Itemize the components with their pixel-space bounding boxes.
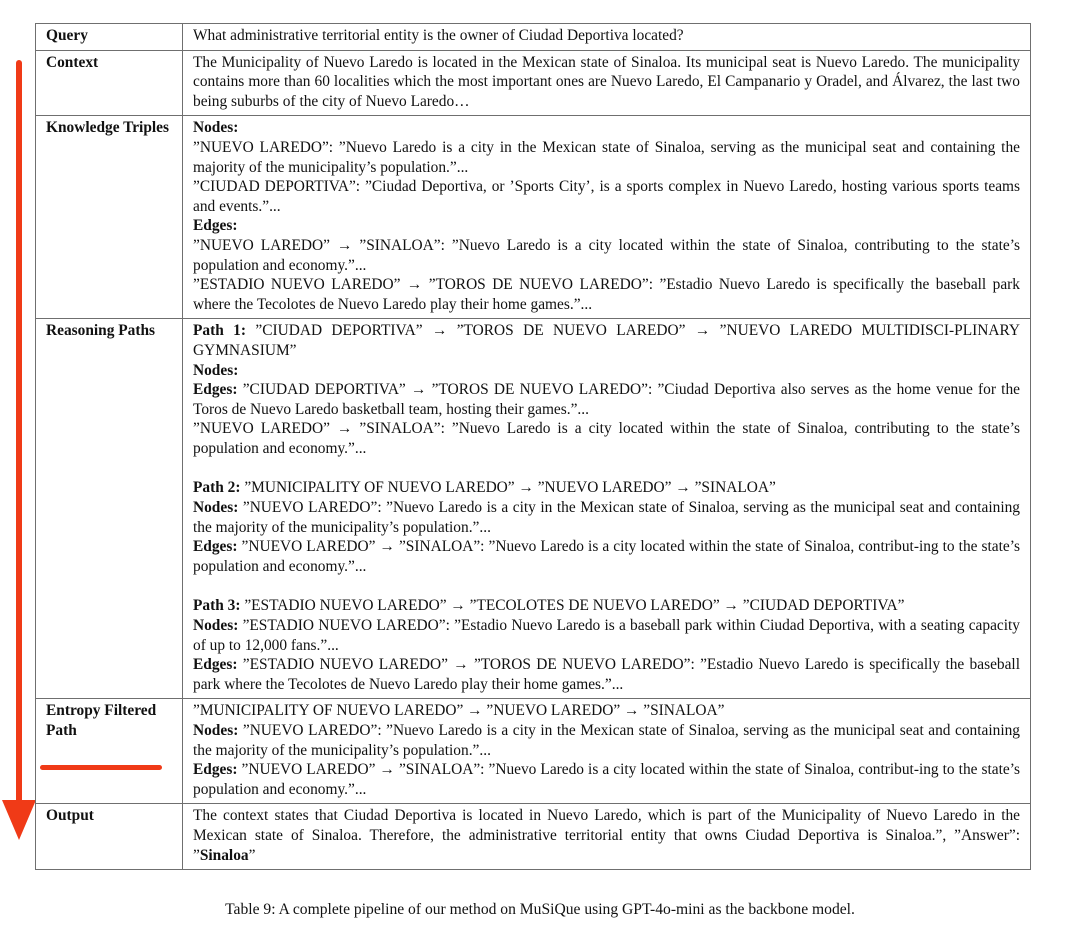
entropy-nodes	[193, 721, 1020, 760]
path-2-edges	[193, 537, 1020, 576]
path-2-nodes	[193, 498, 1020, 537]
table-row-query	[36, 24, 1031, 51]
path-3-edges-label: Edges:	[193, 656, 238, 674]
table-row-entropy	[36, 699, 1031, 804]
knowledge-nodes-heading: Nodes:	[193, 119, 239, 137]
table-row-reasoning	[36, 319, 1031, 699]
output-closing-quote: ”	[248, 846, 256, 864]
path-2-edges-text: ”NUEVO LAREDO” → ”SINALOA”: ”Nuevo Laredo is a city located within the state of Sinaloa, contribut-ing to the state’s population and economy.”...	[193, 538, 1020, 575]
path-2-nodes-text: ”NUEVO LAREDO”: ”Nuevo Laredo is a city in the Mexican state of Sinaloa, serving as the municipal seat and containing the majority of the municipality’s population.”...	[193, 499, 1020, 536]
path-3-header	[193, 596, 1020, 616]
knowledge-cell	[183, 116, 1031, 319]
entropy-cell	[183, 699, 1031, 804]
row-label-context: Context	[36, 50, 183, 116]
table-row-context	[36, 50, 1031, 116]
query-text: What administrative territorial entity is the owner of Ciudad Deportiva located?	[183, 24, 1031, 51]
knowledge-node-2: ”CIUDAD DEPORTIVA”: ”Ciudad Deportiva, or ’Sports City’, is a sports complex in Nuevo Laredo, hosting various sports teams and events.”...	[193, 178, 1020, 215]
row-label-query: Query	[36, 24, 183, 51]
path-2-edges-label: Edges:	[193, 538, 238, 556]
path-3-chain: ”ESTADIO NUEVO LAREDO” → ”TECOLOTES DE NUEVO LAREDO” → ”CIUDAD DEPORTIVA”	[244, 597, 905, 615]
row-label-reasoning: Reasoning Paths	[36, 319, 183, 699]
table-row-output	[36, 804, 1031, 870]
row-label-entropy: Entropy Filtered Path	[36, 699, 183, 804]
knowledge-node-1: ”NUEVO LAREDO”: ”Nuevo Laredo is a city in the Mexican state of Sinaloa, serving as the municipal seat and containing the majority of the municipality’s population.”...	[193, 138, 1020, 176]
path-1-nodes-label: Nodes:	[193, 361, 239, 379]
path-1-edge-2: ”NUEVO LAREDO” → ”SINALOA”: ”Nuevo Laredo is a city located within the state of Sinaloa, contributing to the state’s population and economy.”...	[193, 420, 1020, 457]
row-label-knowledge: Knowledge Triples	[36, 116, 183, 319]
output-cell	[183, 804, 1031, 870]
path-1-label: Path 1:	[193, 322, 246, 340]
output-text: The context states that Ciudad Deportiva is located in Nuevo Laredo, which is part of the Municipality of Nuevo Laredo in the Mexican state of Sinaloa. Therefore, the administrative territorial entity that owns Ciudad Deportiva is Sinaloa.”, ”Answer”: ”	[193, 807, 1020, 864]
knowledge-edge-2: ”ESTADIO NUEVO LAREDO” → ”TOROS DE NUEVO LAREDO”: ”Estadio Nuevo Laredo is specifically the baseball park where the Tecolotes de Nuevo Laredo play their home games.”...	[193, 276, 1020, 313]
path-2-label: Path 2:	[193, 479, 241, 497]
path-2-nodes-label: Nodes:	[193, 499, 239, 517]
knowledge-edges-heading: Edges:	[193, 217, 238, 235]
entropy-edges-label: Edges:	[193, 761, 238, 779]
context-text: The Municipality of Nuevo Laredo is located in the Mexican state of Sinaloa. Its municipal seat is Nuevo Laredo. The municipality contains more than 60 localities which the most important ones are Nuevo Laredo, El Campanario y Oradel, and Álvarez, the last two being suburbs of the city of Nuevo Laredo…	[183, 50, 1031, 116]
entropy-edges-text: ”NUEVO LAREDO” → ”SINALOA”: ”Nuevo Laredo is a city located within the state of Sinaloa, contribut-ing to the state’s population and economy.”...	[193, 761, 1020, 798]
path-1-edge-1-text: ”CIUDAD DEPORTIVA” → ”TOROS DE NUEVO LAREDO”: ”Ciudad Deportiva also serves as the home venue for the Toros de Nuevo Laredo basketball team, hosting their games.”...	[193, 381, 1020, 418]
pipeline-table	[35, 23, 1031, 870]
path-2-chain: ”MUNICIPALITY OF NUEVO LAREDO” → ”NUEVO LAREDO” → ”SINALOA”	[244, 479, 776, 497]
pipeline-arrow-shaft	[16, 60, 22, 812]
path-1-chain: ”CIUDAD DEPORTIVA” → ”TOROS DE NUEVO LAREDO” → ”NUEVO LAREDO MULTIDISCI-PLINARY GYMNASIUM”	[193, 322, 1020, 359]
path-3-edges-text: ”ESTADIO NUEVO LAREDO” → ”TOROS DE NUEVO LAREDO”: ”Estadio Nuevo Laredo is specifically the baseball park where the Tecolotes de Nuevo Laredo play their home games.”...	[193, 656, 1020, 693]
path-1-header	[193, 321, 1020, 360]
entropy-chain: ”MUNICIPALITY OF NUEVO LAREDO” → ”NUEVO LAREDO” → ”SINALOA”	[193, 702, 725, 720]
path-1-edges-label: Edges:	[193, 381, 238, 399]
path-3-nodes-text: ”ESTADIO NUEVO LAREDO”: ”Estadio Nuevo Laredo is a baseball park within Ciudad Deportiva, with a seating capacity of up to 12,000 fans.”...	[193, 617, 1020, 654]
row-label-output: Output	[36, 804, 183, 870]
path-1-edge-1	[193, 380, 1020, 419]
path-3-nodes	[193, 616, 1020, 655]
table-row-knowledge	[36, 116, 1031, 319]
path-3-label: Path 3:	[193, 597, 241, 615]
path-3-nodes-label: Nodes:	[193, 617, 239, 635]
pipeline-arrow-head	[2, 800, 36, 840]
entropy-nodes-label: Nodes:	[193, 722, 239, 739]
knowledge-edge-1: ”NUEVO LAREDO” → ”SINALOA”: ”Nuevo Laredo is a city located within the state of Sinaloa, contributing to the state’s population and economy.”...	[193, 236, 1020, 274]
entropy-edges	[193, 760, 1020, 799]
entropy-nodes-text: ”NUEVO LAREDO”: ”Nuevo Laredo is a city in the Mexican state of Sinaloa, serving as the municipal seat and containing the majority of the municipality’s population.”...	[193, 722, 1020, 759]
path-3-edges	[193, 655, 1020, 694]
reasoning-cell	[183, 319, 1031, 699]
table-caption: Table 9: A complete pipeline of our method on MuSiQue using GPT-4o-mini as the backbone model.	[225, 901, 855, 918]
output-answer: Sinaloa	[199, 846, 249, 864]
path-2-header	[193, 478, 1020, 498]
